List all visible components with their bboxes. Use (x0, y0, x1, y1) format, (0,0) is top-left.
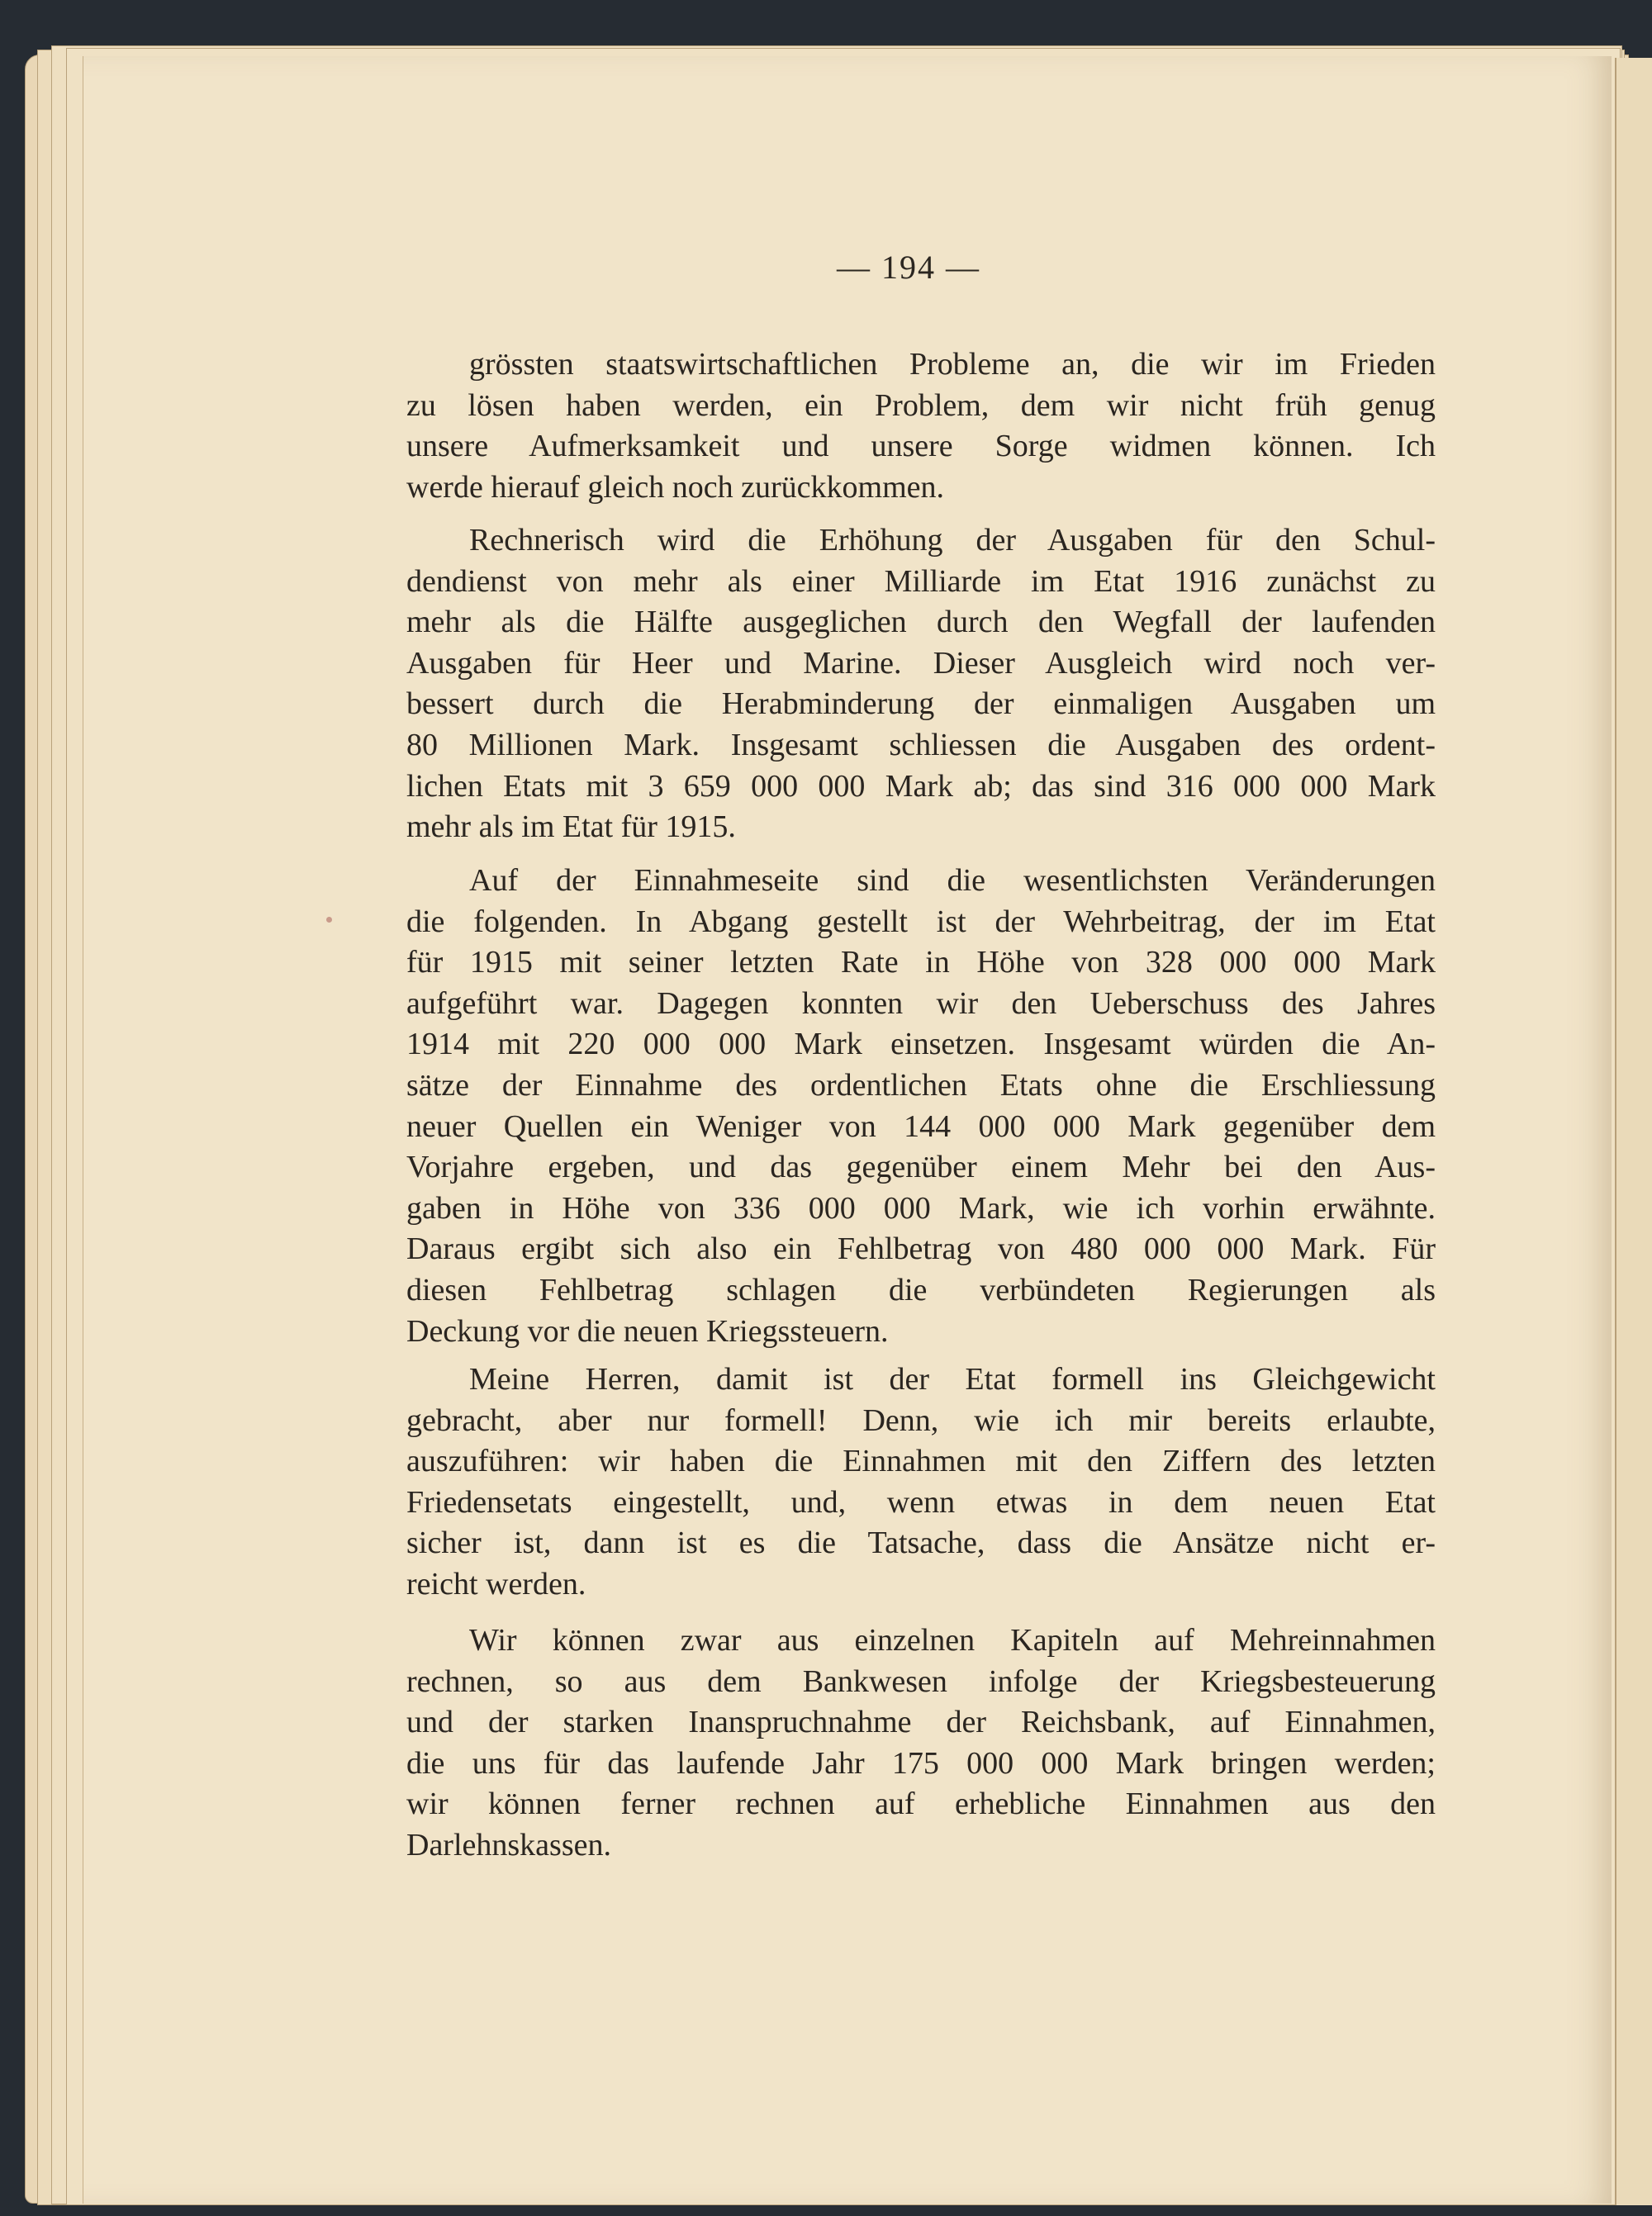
text-line: Rechnerisch wird die Erhöhung der Ausgaben für den Schul- (469, 523, 1436, 558)
text-line: bessert durch die Herabminderung der einmaligen Ausgaben um (406, 686, 1436, 722)
text-line: gebracht, aber nur formell! Denn, wie ich mir bereits erlaubte, (406, 1402, 1436, 1438)
text-line: Daraus ergibt sich also ein Fehlbetrag von 480 000 000 Mark. Für (406, 1231, 1436, 1267)
text-line: neuer Quellen ein Weniger von 144 000 000 Mark gegenüber dem (406, 1108, 1436, 1144)
page-number: — 194 — (837, 249, 980, 286)
text-line: Deckung vor die neuen Kriegssteuern. (406, 1313, 889, 1349)
text-line: die folgenden. In Abgang gestellt ist der Wehrbeitrag, der im Etat (406, 904, 1436, 939)
text-line: lichen Etats mit 3 659 000 000 Mark ab; das sind 316 000 000 Mark (406, 768, 1436, 804)
text-line: Darlehnskassen. (406, 1828, 611, 1862)
text-line: reicht werden. (406, 1567, 586, 1601)
text-line: rechnen, so aus dem Bankwesen infolge der Kriegsbesteuerung (406, 1663, 1436, 1699)
text-line: sätze der Einnahme des ordentlichen Etats ohne die Erschliessung (406, 1068, 1436, 1103)
text-line: Auf der Einnahmeseite sind die wesentlichsten Veränderungen (469, 863, 1436, 898)
facing-page-edge (1615, 58, 1652, 2205)
text-line: die uns für das laufende Jahr 175 000 000 Mark bringen werden; (406, 1745, 1436, 1781)
text-line: zu lösen haben werden, ein Problem, dem wir nicht früh genug (406, 387, 1436, 423)
ink-spot (326, 917, 332, 923)
text-line: mehr als die Hälfte ausgeglichen durch den Wegfall der laufenden (406, 605, 1436, 640)
text-line: Friedensetats eingestellt, und, wenn etwas in dem neuen Etat (406, 1484, 1436, 1520)
text-line: dendienst von mehr als einer Milliarde im Etat 1916 zunächst zu (406, 563, 1436, 599)
text-line: grössten staatswirtschaftlichen Probleme an, die wir im Frieden (469, 347, 1436, 382)
text-line: Meine Herren, damit ist der Etat formell ins Gleichgewicht (469, 1362, 1436, 1397)
text-line: Wir können zwar aus einzelnen Kapiteln auf Mehreinnahmen (469, 1623, 1436, 1658)
text-line: sicher ist, dann ist es die Tatsache, dass die Ansätze nicht er- (406, 1526, 1436, 1561)
text-line: Ausgaben für Heer und Marine. Dieser Ausgleich wird noch ver- (406, 645, 1436, 681)
text-line: mehr als im Etat für 1915. (406, 809, 736, 845)
text-line: aufgeführt war. Dagegen konnten wir den Ueberschuss des Jahres (406, 985, 1436, 1021)
text-line: auszuführen: wir haben die Einnahmen mit den Ziffern des letzten (406, 1444, 1436, 1479)
text-line: Vorjahre ergeben, und das gegenüber einem Mehr bei den Aus- (406, 1150, 1436, 1185)
text-line: und der starken Inanspruchnahme der Reichsbank, auf Einnahmen, (406, 1705, 1436, 1740)
text-line: diesen Fehlbetrag schlagen die verbündeten Regierungen als (406, 1273, 1436, 1307)
text-line: 1914 mit 220 000 000 Mark einsetzen. Insgesamt würden die An- (406, 1027, 1436, 1062)
text-line: 80 Millionen Mark. Insgesamt schliessen die Ausgaben des ordent- (406, 728, 1436, 762)
text-line: gaben in Höhe von 336 000 000 Mark, wie ich vorhin erwähnte. (406, 1190, 1436, 1226)
text-line: unsere Aufmerksamkeit und unsere Sorge widmen können. Ich (406, 429, 1436, 464)
text-line: für 1915 mit seiner letzten Rate in Höhe von 328 000 000 Mark (406, 945, 1436, 980)
text-line: werde hierauf gleich noch zurückkommen. (406, 469, 945, 505)
text-line: wir können ferner rechnen auf erhebliche Einnahmen aus den (406, 1787, 1436, 1822)
